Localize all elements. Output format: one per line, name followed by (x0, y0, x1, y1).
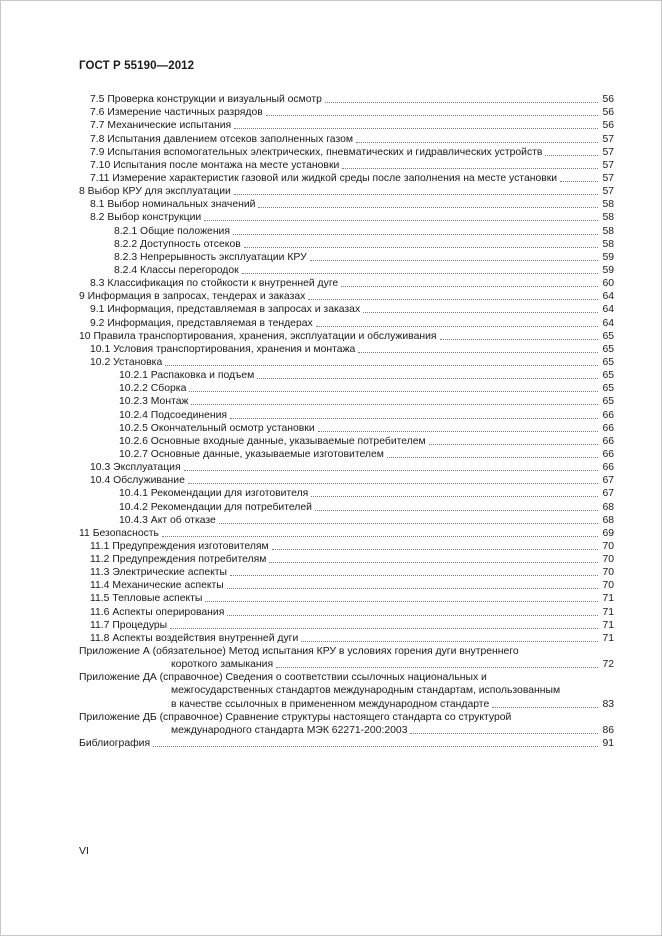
dot-leader (560, 181, 598, 182)
toc-entry-number: 8.2.4 (114, 264, 138, 276)
appendix-title-line: короткого замыкания (171, 659, 274, 671)
toc-entry-text (79, 303, 360, 316)
toc-entry-text (79, 527, 159, 540)
toc-entry[interactable] (79, 251, 614, 264)
toc-entry-number: 10.4 (90, 475, 111, 487)
toc-entry-text (79, 501, 312, 514)
toc-entry-page: 64 (602, 317, 614, 329)
toc-entry[interactable] (79, 185, 614, 198)
toc-entry-title: Измерение характеристик газовой или жидкой среды после заполнения на месте установки (112, 172, 558, 184)
toc-entry-page: 66 (602, 422, 614, 434)
toc-entry[interactable] (79, 422, 614, 435)
dot-leader (189, 391, 598, 392)
toc-entry-title: Безопасность (92, 527, 159, 539)
toc-entry-number: 7.10 (90, 159, 111, 171)
toc-entry-title: Эксплуатация (113, 462, 181, 474)
appendix-title-line: межгосударственных стандартов международным стандартам, использованным (171, 685, 561, 697)
bibliography-page: 91 (602, 738, 614, 750)
appendix-line[interactable] (79, 645, 614, 658)
toc-entry-page: 66 (602, 435, 614, 447)
toc-entry[interactable] (79, 132, 614, 145)
toc-entry-number: 11.2 (90, 554, 110, 566)
toc-entry-title: Испытания давлением отсеков заполненных газом (107, 133, 354, 145)
toc-entry-text (79, 119, 231, 132)
dot-leader (258, 207, 598, 208)
toc-entry-text (79, 343, 355, 356)
toc-entry[interactable] (79, 146, 614, 159)
toc-entry-number: 10 (79, 330, 91, 342)
toc-entry[interactable] (79, 408, 614, 421)
dot-leader (244, 247, 598, 248)
toc-entry[interactable] (79, 343, 614, 356)
table-of-contents (79, 93, 614, 750)
toc-entry-number: 10.4.2 (119, 501, 148, 513)
toc-entry-number: 8.2.1 (114, 225, 138, 237)
toc-entry-title: Механические испытания (107, 120, 232, 132)
toc-entry-number: 11.1 (90, 540, 110, 552)
toc-entry-page: 57 (602, 133, 614, 145)
dot-leader (165, 365, 598, 366)
document-header: ГОСТ Р 55190—2012 (79, 60, 195, 72)
dot-leader (363, 312, 598, 313)
toc-entry-number: 8.2 (90, 212, 105, 224)
toc-entry[interactable] (79, 632, 614, 645)
appendix-title-line: Приложение А (обязательное) Метод испытания КРУ в условиях горения дуги внутреннего (79, 646, 519, 658)
toc-entry-page: 65 (602, 330, 614, 342)
toc-entry-number: 9.1 (90, 304, 105, 316)
toc-entry-title: Классы перегородок (140, 264, 239, 276)
toc-entry-text (79, 487, 308, 500)
toc-entry[interactable] (79, 330, 614, 343)
toc-entry-text (79, 606, 224, 619)
toc-entry-text (79, 356, 162, 369)
dot-leader (242, 273, 598, 274)
toc-entry-page: 57 (602, 172, 614, 184)
toc-entry-title: Выбор КРУ для эксплуатации (87, 186, 231, 198)
toc-entry[interactable] (79, 461, 614, 474)
toc-entry[interactable] (79, 540, 614, 553)
toc-entry-title: Процедуры (112, 619, 168, 631)
toc-entry-text (79, 238, 241, 251)
toc-entry-title: Испытания после монтажа на месте установки (113, 159, 340, 171)
toc-entry-number: 10.2.5 (119, 422, 148, 434)
toc-entry-text (79, 225, 230, 238)
toc-entry-number: 10.2.7 (119, 448, 148, 460)
toc-entry-page: 65 (602, 396, 614, 408)
appendix-page: 72 (602, 659, 614, 671)
toc-entry[interactable] (79, 435, 614, 448)
toc-entry-text (79, 185, 231, 198)
toc-entry-number: 10.2.2 (119, 383, 148, 395)
toc-entry-title: Обслуживание (113, 475, 185, 487)
toc-entry-title: Сборка (150, 383, 187, 395)
toc-entry-title: Общие положения (140, 225, 230, 237)
dot-leader (410, 733, 598, 734)
toc-entry-page: 71 (602, 593, 614, 605)
dot-leader (257, 378, 598, 379)
toc-entry[interactable] (79, 316, 614, 329)
toc-entry-page: 70 (602, 567, 614, 579)
appendix-title-line: Приложение ДБ (справочное) Сравнение структуры настоящего стандарта со структурой (79, 711, 512, 723)
toc-entry-number: 10.2.3 (119, 396, 148, 408)
toc-entry-title: Измерение частичных разрядов (107, 107, 263, 119)
dot-leader (315, 510, 598, 511)
toc-entry-page: 65 (602, 343, 614, 355)
toc-entry[interactable] (79, 487, 614, 500)
dot-leader (204, 220, 598, 221)
toc-entry[interactable] (79, 369, 614, 382)
toc-entry-page: 70 (602, 540, 614, 552)
toc-entry-text (79, 540, 269, 553)
dot-leader (272, 549, 598, 550)
appendix-title-line: Приложение ДА (справочное) Сведения о соответствии ссылочных национальных и (79, 672, 487, 684)
toc-entry-page: 58 (602, 225, 614, 237)
toc-entry[interactable] (79, 448, 614, 461)
dot-leader (162, 536, 598, 537)
toc-entry-page: 69 (602, 527, 614, 539)
toc-entry-page: 71 (602, 619, 614, 631)
toc-entry-title: Основные входные данные, указываемые потребителем (150, 435, 426, 447)
toc-entry-text (79, 369, 254, 382)
toc-entry[interactable] (79, 514, 614, 527)
dot-leader (545, 155, 598, 156)
toc-entry-text (79, 461, 181, 474)
toc-entry[interactable] (79, 277, 614, 290)
toc-entry-text (79, 592, 202, 605)
toc-entry[interactable] (79, 474, 614, 487)
bibliography-entry[interactable] (79, 737, 614, 750)
toc-entry-title: Распаковка и подъем (150, 370, 255, 382)
toc-entry-page: 66 (602, 462, 614, 474)
toc-entry-page: 65 (602, 370, 614, 382)
toc-entry-number: 10.2.1 (119, 370, 148, 382)
toc-entry-text (79, 251, 307, 264)
dot-leader (184, 470, 598, 471)
toc-entry-page: 59 (602, 264, 614, 276)
dot-leader (429, 444, 598, 445)
toc-entry-page: 58 (602, 212, 614, 224)
toc-entry[interactable] (79, 106, 614, 119)
toc-entry-title: Информация в запросах, тендерах и заказах (87, 291, 306, 303)
toc-entry-title: Электрические аспекты (112, 567, 227, 579)
toc-entry-number: 11 (79, 527, 90, 539)
toc-entry-page: 57 (602, 146, 614, 158)
toc-entry-text (79, 514, 216, 527)
dot-leader (269, 562, 598, 563)
toc-entry-title: Информация, представляемая в запросах и заказах (107, 304, 361, 316)
toc-entry-number: 7.5 (90, 94, 105, 106)
dot-leader (387, 457, 598, 458)
toc-entry[interactable] (79, 224, 614, 237)
toc-entry[interactable] (79, 566, 614, 579)
toc-entry-title: Предупреждения потребителям (112, 554, 267, 566)
appendix-line (79, 697, 614, 710)
toc-entry[interactable] (79, 172, 614, 185)
toc-entry-title: Проверка конструкции и визуальный осмотр (107, 94, 322, 106)
toc-entry-text (79, 93, 322, 106)
toc-entry-title: Рекомендации для изготовителя (150, 488, 309, 500)
toc-entry-page: 67 (602, 488, 614, 500)
dot-leader (310, 260, 598, 261)
toc-entry-text (79, 448, 384, 461)
toc-entry-number: 8.2.2 (114, 238, 138, 250)
dot-leader (234, 128, 598, 129)
toc-entry-text (79, 422, 315, 435)
toc-entry-page: 56 (602, 94, 614, 106)
dot-leader (342, 168, 598, 169)
dot-leader (325, 102, 598, 103)
toc-entry-number: 10.4.1 (119, 488, 148, 500)
dot-leader (227, 615, 598, 616)
toc-entry[interactable] (79, 605, 614, 618)
appendix-line[interactable] (79, 711, 614, 724)
toc-entry-text (79, 553, 266, 566)
dot-leader (188, 483, 598, 484)
toc-entry-title: Аспекты воздействия внутренней дуги (112, 632, 299, 644)
dot-leader (219, 523, 598, 524)
toc-entry-title: Аспекты оперирования (112, 606, 225, 618)
toc-entry-title: Тепловые аспекты (112, 593, 203, 605)
dot-leader (153, 746, 598, 747)
toc-entry-text (79, 317, 313, 330)
dot-leader (356, 142, 598, 143)
toc-entry-text (79, 474, 185, 487)
toc-entry-text (79, 172, 557, 185)
toc-entry-number: 8.1 (90, 199, 105, 211)
appendix-line (79, 724, 614, 737)
toc-entry-page: 64 (602, 304, 614, 316)
toc-entry-text (79, 619, 167, 632)
toc-entry-page: 56 (602, 107, 614, 119)
dot-leader (234, 194, 598, 195)
toc-entry-page: 58 (602, 199, 614, 211)
toc-entry-page: 65 (602, 383, 614, 395)
toc-entry-title: Рекомендации для потребителей (150, 501, 312, 513)
toc-entry-title: Монтаж (150, 396, 189, 408)
toc-entry-page: 65 (602, 356, 614, 368)
toc-entry-title: Подсоединения (150, 409, 228, 421)
toc-entry-number: 7.6 (90, 107, 105, 119)
toc-entry-number: 10.3 (90, 462, 111, 474)
toc-entry[interactable] (79, 619, 614, 632)
toc-entry-page: 71 (602, 606, 614, 618)
toc-entry[interactable] (79, 356, 614, 369)
toc-entry-number: 7.9 (90, 146, 105, 158)
toc-entry[interactable] (79, 303, 614, 316)
toc-entry[interactable] (79, 198, 614, 211)
appendix-line (79, 658, 614, 671)
toc-entry-title: Предупреждения изготовителям (112, 540, 269, 552)
dot-leader (266, 115, 598, 116)
toc-entry[interactable] (79, 553, 614, 566)
toc-entry[interactable] (79, 382, 614, 395)
bibliography-title: Библиография (79, 738, 151, 750)
appendix-page: 86 (602, 724, 614, 736)
toc-entry-text (79, 395, 188, 408)
toc-entry-text (79, 579, 224, 592)
dot-leader (276, 667, 598, 668)
toc-entry-text (79, 435, 426, 448)
toc-entry-title: Установка (113, 356, 163, 368)
dot-leader (492, 707, 598, 708)
toc-entry-title: Акт об отказе (150, 514, 216, 526)
toc-entry-text (79, 566, 227, 579)
toc-entry-number: 11.6 (90, 606, 110, 618)
toc-entry-title: Окончательный осмотр установки (150, 422, 315, 434)
toc-entry-number: 9 (79, 291, 85, 303)
dot-leader (191, 404, 598, 405)
toc-entry-title: Выбор номинальных значений (107, 199, 256, 211)
toc-entry-text (79, 133, 353, 146)
toc-entry[interactable] (79, 527, 614, 540)
toc-entry-title: Правила транспортирования, хранения, эксплуатации и обслуживания (93, 330, 437, 342)
toc-entry-page: 57 (602, 186, 614, 198)
toc-entry-title: Основные данные, указываемые изготовителем (150, 448, 384, 460)
dot-leader (341, 286, 598, 287)
toc-entry-text (79, 290, 305, 303)
toc-entry[interactable] (79, 290, 614, 303)
dot-leader (440, 339, 598, 340)
dot-leader (316, 326, 598, 327)
toc-entry-title: Выбор конструкции (107, 212, 202, 224)
toc-entry-text (79, 277, 338, 290)
toc-entry[interactable] (79, 264, 614, 277)
toc-entry[interactable] (79, 119, 614, 132)
toc-entry-number: 11.3 (90, 567, 110, 579)
toc-entry[interactable] (79, 211, 614, 224)
toc-entry-text (79, 382, 186, 395)
toc-entry-number: 11.4 (90, 580, 110, 592)
toc-entry-number: 10.4.3 (119, 514, 148, 526)
toc-entry-number: 10.1 (90, 343, 111, 355)
toc-entry-number: 7.8 (90, 133, 105, 145)
toc-entry-number: 7.11 (90, 172, 110, 184)
toc-entry[interactable] (79, 592, 614, 605)
toc-entry-text (79, 330, 437, 343)
dot-leader (308, 299, 598, 300)
toc-entry-page: 58 (602, 238, 614, 250)
dot-leader (318, 431, 598, 432)
toc-entry-number: 8 (79, 186, 85, 198)
toc-entry-page: 59 (602, 251, 614, 263)
toc-entry-text (79, 198, 255, 211)
toc-entry[interactable] (79, 238, 614, 251)
toc-entry-page: 60 (602, 278, 614, 290)
toc-entry-page: 66 (602, 409, 614, 421)
appendix-title-line: в качестве ссылочных в примененном международном стандарте (171, 698, 490, 710)
toc-entry-page: 56 (602, 120, 614, 132)
dot-leader (301, 641, 598, 642)
toc-entry-number: 7.7 (90, 120, 105, 132)
toc-entry-text (79, 632, 298, 645)
toc-entry-page: 71 (602, 632, 614, 644)
toc-entry-text (79, 264, 239, 277)
toc-entry-text (79, 211, 201, 224)
dot-leader (170, 628, 598, 629)
toc-entry-number: 11.7 (90, 619, 110, 631)
dot-leader (205, 601, 598, 602)
toc-entry[interactable] (79, 395, 614, 408)
toc-entry[interactable] (79, 500, 614, 513)
toc-entry-text (79, 409, 227, 422)
dot-leader (358, 352, 598, 353)
toc-entry-page: 70 (602, 554, 614, 566)
toc-entry-page: 66 (602, 448, 614, 460)
toc-entry-title: Испытания вспомогательных электрических, пневматических и гидравлических устройств (107, 146, 543, 158)
toc-entry-page: 68 (602, 514, 614, 526)
toc-entry-text (79, 106, 263, 119)
toc-entry-title: Условия транспортирования, хранения и монтажа (113, 343, 356, 355)
toc-entry-title: Непрерывность эксплуатации КРУ (140, 251, 307, 263)
toc-entry-page: 64 (602, 291, 614, 303)
dot-leader (233, 234, 598, 235)
toc-entry[interactable] (79, 579, 614, 592)
toc-entry-text (79, 159, 339, 172)
toc-entry-text (79, 146, 542, 159)
toc-entry-page: 67 (602, 475, 614, 487)
dot-leader (230, 418, 598, 419)
toc-entry-page: 68 (602, 501, 614, 513)
toc-entry-number: 11.5 (90, 593, 110, 605)
toc-entry-title: Классификация по стойкости к внутренней дуге (107, 278, 339, 290)
toc-entry-number: 9.2 (90, 317, 105, 329)
toc-entry-title: Механические аспекты (112, 580, 224, 592)
page-number: VI (79, 845, 89, 857)
toc-entry-title: Доступность отсеков (140, 238, 241, 250)
toc-entry-page: 70 (602, 580, 614, 592)
appendix-page: 83 (602, 698, 614, 710)
appendix-line[interactable] (79, 671, 614, 684)
toc-entry-number: 8.2.3 (114, 251, 138, 263)
toc-entry-number: 11.8 (90, 632, 110, 644)
toc-entry-number: 10.2.6 (119, 435, 148, 447)
appendix-line (79, 684, 614, 697)
toc-entry[interactable] (79, 93, 614, 106)
dot-leader (311, 496, 598, 497)
toc-entry-number: 8.3 (90, 278, 105, 290)
toc-entry-page: 57 (602, 159, 614, 171)
toc-entry[interactable] (79, 159, 614, 172)
appendix-title-line: международного стандарта МЭК 62271-200:2003 (171, 724, 408, 736)
dot-leader (230, 575, 598, 576)
dot-leader (227, 588, 598, 589)
toc-entry-number: 10.2 (90, 356, 111, 368)
toc-entry-title: Информация, представляемая в тендерах (107, 317, 313, 329)
toc-entry-number: 10.2.4 (119, 409, 148, 421)
